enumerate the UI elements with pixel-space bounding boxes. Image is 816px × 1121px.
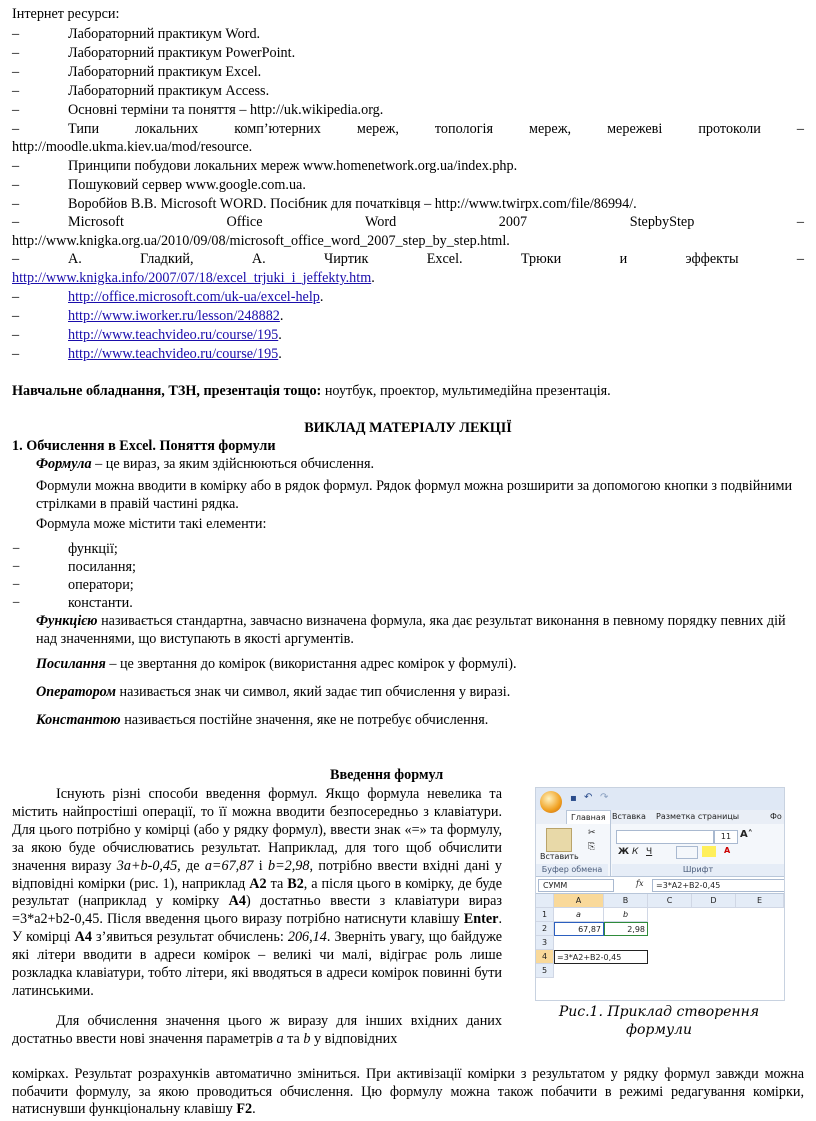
row-header[interactable]: 2 (536, 922, 554, 936)
resource-item-cont: http://moodle.ukma.kiev.ua/mod/resource. (12, 139, 253, 155)
font-name-select[interactable] (616, 830, 714, 844)
group-clipboard-label: Буфер обмена (536, 864, 608, 876)
italic-button[interactable]: К (632, 847, 639, 857)
redo-icon[interactable]: ↷ (600, 792, 609, 803)
cell-b1[interactable]: b (604, 908, 648, 922)
row-header[interactable]: 4 (536, 950, 554, 964)
borders-button[interactable] (676, 846, 698, 859)
office-button-icon[interactable] (540, 791, 562, 813)
paste-button[interactable]: Вставить (540, 852, 579, 861)
function-definition: Функцією називається стандартна, завчасно визначена формула, яка дає результат виконання в певному порядку певних дій над значеннями, що виступають в якості аргументів. (36, 613, 786, 647)
resource-item-cont: http://www.knigka.info/2007/07/18/excel_trjuki_i_jeffekty.htm. (12, 270, 375, 286)
column-header[interactable]: E (736, 894, 784, 908)
corner-cell[interactable] (536, 894, 554, 908)
copy-icon[interactable]: ⎘ (588, 842, 596, 852)
resource-link[interactable]: http://www.teachvideo.ru/course/195 (68, 327, 279, 343)
entry-heading: Введення формул (330, 767, 444, 783)
section-title: 1. Обчислення в Excel. Поняття формули (12, 438, 276, 454)
grow-font-icon[interactable]: A˄ (740, 829, 753, 840)
undo-icon[interactable]: ↶ (584, 792, 593, 803)
underline-button[interactable]: Ч (646, 847, 653, 857)
row-header[interactable]: 3 (536, 936, 554, 950)
ribbon-tabs (566, 810, 784, 824)
cell-a1[interactable]: a (554, 908, 604, 922)
column-header[interactable]: B (604, 894, 648, 908)
resource-link[interactable]: http://www.teachvideo.ru/course/195 (68, 346, 279, 362)
resource-link[interactable]: http://www.iworker.ru/lesson/248882 (68, 308, 280, 324)
quick-access-toolbar (536, 788, 784, 810)
excel-screenshot (535, 787, 785, 1001)
column-header[interactable]: C (648, 894, 692, 908)
resources-title: Інтернет ресурси: (12, 6, 120, 22)
paste-icon[interactable] (546, 828, 572, 852)
resource-link[interactable]: http://office.microsoft.com/uk-ua/excel-help (68, 289, 320, 305)
name-box[interactable]: СУММ (538, 879, 614, 892)
operator-definition: Оператором називається знак чи символ, який задає тип обчислення у виразі. (36, 684, 511, 700)
figure-caption: Рис.1. Приклад створення формули (558, 1004, 760, 1038)
ribbon (536, 824, 784, 877)
tab-formulas[interactable]: Фо (770, 812, 782, 821)
entry-paragraph-2: Для обчислення значення цього ж виразу для інших вхідних даних достатньо ввести нові значення параметрів a та b у відповідних (12, 1013, 502, 1047)
cell-a2[interactable]: 67,87 (554, 922, 604, 936)
constant-definition: Константою називається постійне значення, яке не потребує обчислення. (36, 712, 489, 728)
resource-link[interactable]: http://www.knigka.info/2007/07/18/excel_trjuki_i_jeffekty.htm (12, 270, 372, 286)
font-color-button[interactable]: A (724, 846, 731, 855)
divider (610, 824, 611, 876)
cut-icon[interactable]: ✂ (588, 828, 596, 838)
paragraph-elements: Формула може містити такі елементи: (36, 516, 267, 532)
entry-paragraph-1: Існують різні способи введення формул. Якщо формула невелика та містить найпростіші операції, то її можна вводити безпосередньо з клавіатури. Для цього потрібно у комірці (або у рядку формул), ввести знак «=» та формулу, за якою буде обчислюватись результат. Наприклад, для того щоб обчислити значення виразу 3a+b-0,45, де a=67,87 і b=2,98, потрібно ввести вхідні дані у відповідні комірки (рис. 1), наприклад A2 та B2, а після цього в комірку, де буде результат (наприклад у комірку A4) достатньо ввести з клавіатури вираз =3*a2+b2-0,45. Після введення цього виразу потрібно натиснути клавішу Enter. У комірці A4 з’явиться результат обчислень: 206,14. Зверніть увагу, що байдуже які літери вводити в адреси комірок – великі чи малі, відіграє роль лише розкладка клавіатури, тобто літери, які вводяться в адреси комірок повинні бути латинськими. (12, 786, 502, 999)
save-icon[interactable]: ▪ (570, 793, 577, 804)
paragraph-formulas: Формули можна вводити в комірку або в рядок формул. Рядок формул можна розширити за допомогою кнопки з подвійними стрілками в правій частині рядка. (36, 478, 793, 512)
equipment-line: Навчальне обладнання, ТЗН, презентація тощо: ноутбук, проектор, мультимедійна презентація. (12, 383, 611, 399)
bold-button[interactable]: Ж (618, 847, 630, 857)
formula-definition: Формула – це вираз, за яким здійснюються обчислення. (36, 456, 375, 472)
cell-a4[interactable]: =3*A2+B2-0,45 (554, 950, 648, 964)
row-header[interactable]: 1 (536, 908, 554, 922)
row-header[interactable]: 5 (536, 964, 554, 978)
fx-icon[interactable]: fx (636, 879, 644, 888)
font-size-select[interactable]: 11 (714, 830, 738, 844)
cell-b2[interactable]: 2,98 (604, 922, 648, 936)
fill-color-button[interactable] (702, 846, 716, 857)
tab-insert[interactable]: Вставка (612, 812, 646, 821)
lecture-heading: ВИКЛАД МАТЕРІАЛУ ЛЕКЦІЇ (304, 420, 512, 436)
column-header[interactable]: A (554, 894, 604, 908)
formula-bar (536, 877, 784, 894)
column-header[interactable]: D (692, 894, 736, 908)
worksheet-grid (536, 894, 784, 1000)
tab-page-layout[interactable]: Разметка страницы (656, 812, 740, 821)
tab-home[interactable]: Главная (566, 810, 611, 825)
group-font-label: Шрифт (612, 864, 784, 876)
formula-input[interactable]: =3*A2+B2-0,45 (652, 879, 785, 892)
reference-definition: Посилання – це звертання до комірок (використання адрес комірок у формулі). (36, 656, 517, 672)
resource-item-cont: http://www.knigka.org.ua/2010/09/08/microsoft_office_word_2007_step_by_step.html. (12, 233, 510, 249)
final-paragraph: комірках. Результат розрахунків автоматично зміниться. При активізації комірки з результатом у рядку формул завжди можна побачити формулу, за якою проводиться обчислення. Цю формулу можна також побачити в режимі редагування комірки, натиснувши функціональну клавішу F2. (12, 1066, 804, 1117)
